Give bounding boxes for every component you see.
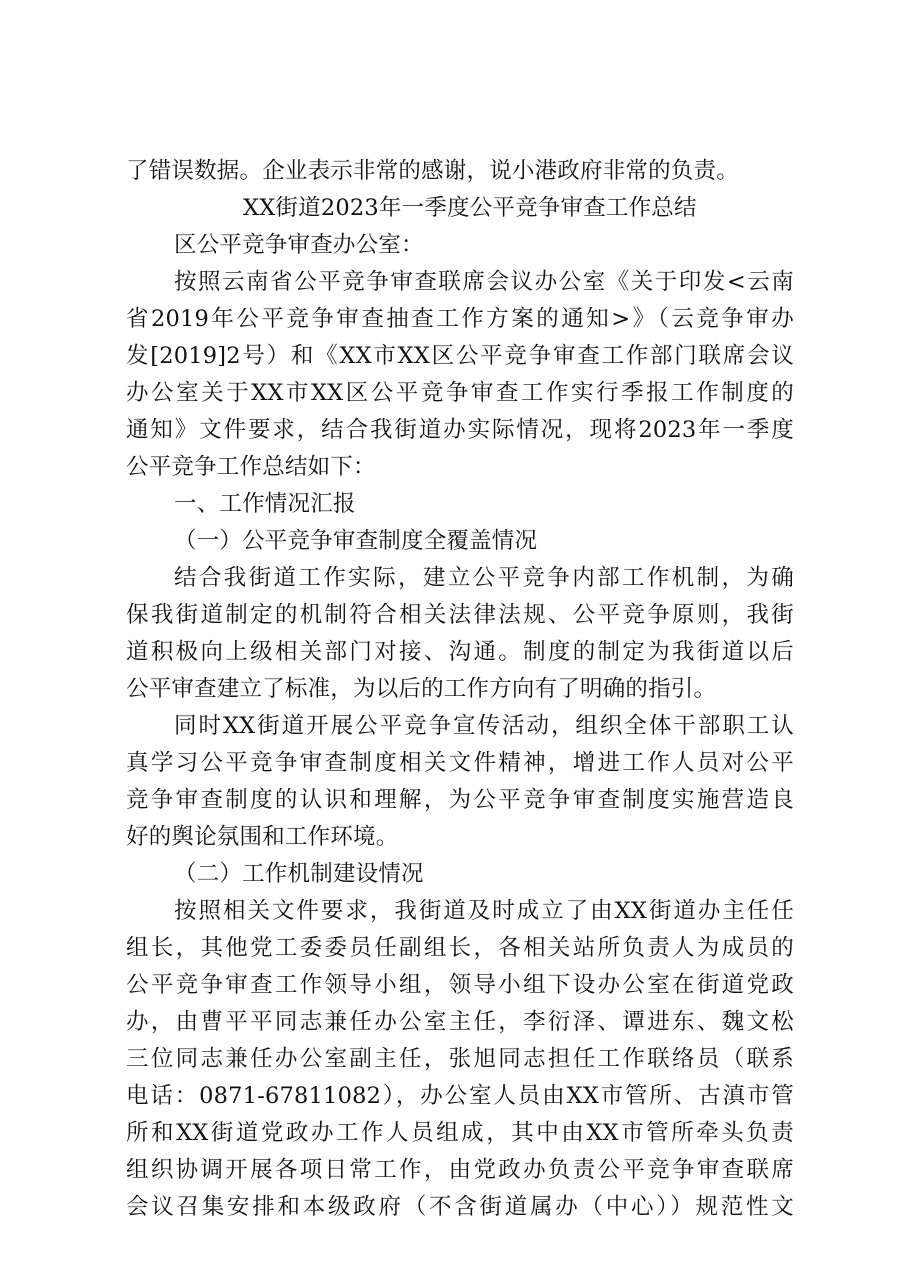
text-line: 所和XX街道党政办工作人员组成，其中由XX市管所牵头负责 — [126, 1120, 794, 1146]
subsection-heading: （二）工作机制建设情况 — [174, 861, 424, 887]
text-line: 三位同志兼任办公室副主任，张旭同志担任工作联络员（联系 — [126, 1046, 794, 1072]
text-line: 按照云南省公平竞争审查联席会议办公室《关于印发<云南 — [174, 269, 794, 295]
text-line: 公平审查建立了标准，为以后的工作方向有了明确的指引。 — [126, 676, 717, 702]
text-line: 办，由曹平平同志兼任办公室主任，李衍泽、谭进东、魏文松 — [126, 1009, 794, 1035]
text-line: 竞争审查制度的认识和理解，为公平竞争审查制度实施营造良 — [126, 787, 794, 813]
text-line: 办公室关于XX市XX区公平竞争审查工作实行季报工作制度的 — [126, 380, 794, 406]
text-line: 了错误数据。企业表示非常的感谢，说小港政府非常的负责。 — [126, 158, 739, 184]
text-line: 公平竞争审查工作领导小组，领导小组下设办公室在街道党政 — [126, 972, 794, 998]
subsection-heading: （一）公平竞争审查制度全覆盖情况 — [174, 528, 538, 554]
text-line: 道积极向上级相关部门对接、沟通。制度的制定为我街道以后 — [126, 639, 794, 665]
text-line: 同时XX街道开展公平竞争宣传活动，组织全体干部职工认 — [174, 713, 794, 739]
addressee-line: 区公平竞争审查办公室： — [174, 232, 424, 258]
text-line: 保我街道制定的机制符合相关法律法规、公平竞争原则，我街 — [126, 602, 794, 628]
text-line: 公平竞争工作总结如下： — [126, 454, 376, 480]
text-line: 会议召集安排和本级政府（不含街道属办（中心））规范性文 — [126, 1194, 794, 1220]
text-line: 电话：0871-67811082），办公室人员由XX市管所、古滇市管 — [126, 1083, 794, 1109]
text-line: 省2019年公平竞争审查抽查工作方案的通知>》（云竞争审办 — [126, 306, 794, 332]
text-line: 通知》文件要求，结合我街道办实际情况，现将2023年一季度 — [126, 417, 794, 443]
text-line: 好的舆论氛围和工作环境。 — [126, 824, 399, 850]
text-line: 按照相关文件要求，我街道及时成立了由XX街道办主任任 — [174, 898, 794, 924]
text-line: 组长，其他党工委委员任副组长，各相关站所负责人为成员的 — [126, 935, 794, 961]
text-line: 发[2019]2号）和《XX市XX区公平竞争审查工作部门联席会议 — [126, 343, 794, 369]
document-title: XX街道2023年一季度公平竞争审查工作总结 — [243, 195, 697, 221]
text-line: 真学习公平竞争审查制度相关文件精神，增进工作人员对公平 — [126, 750, 794, 776]
text-line: 结合我街道工作实际，建立公平竞争内部工作机制，为确 — [174, 565, 794, 591]
section-heading: 一、工作情况汇报 — [174, 491, 356, 517]
text-line: 组织协调开展各项日常工作，由党政办负责公平竞争审查联席 — [126, 1157, 794, 1183]
